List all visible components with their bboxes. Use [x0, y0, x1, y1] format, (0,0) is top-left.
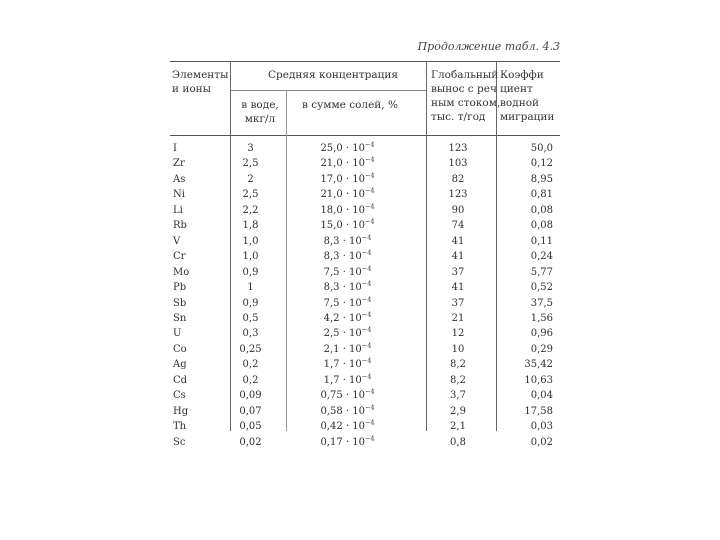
row-element: Pb — [173, 282, 187, 293]
row-migration-coef: 0,11 — [530, 236, 553, 247]
row-water-conc: 0,3 — [242, 328, 259, 339]
row-migration-coef: 0,04 — [530, 390, 553, 401]
row-global-runoff: 21 — [451, 313, 465, 324]
row-migration-coef: 5,77 — [530, 267, 553, 278]
row-global-runoff: 2,1 — [450, 421, 466, 432]
row-water-conc: 0,09 — [239, 390, 262, 401]
row-salt-conc — [290, 405, 405, 419]
row-element: V — [173, 236, 181, 247]
row-water-conc: 2,5 — [242, 158, 259, 169]
header-global-line2: вынос с реч — [431, 83, 497, 95]
header-elements-line2: и ионы — [172, 83, 212, 95]
header-global — [431, 68, 500, 124]
col-divider-3 — [426, 61, 427, 431]
row-migration-coef: 0,08 — [530, 205, 553, 216]
salt-conc-mantissa: 21,0 · 10 — [320, 158, 365, 169]
row-global-runoff: 8,2 — [450, 359, 466, 370]
row-water-conc: 3 — [247, 143, 254, 154]
top-rule — [170, 61, 560, 62]
row-global-runoff: 8,2 — [450, 375, 466, 386]
row-element: Rb — [173, 220, 187, 231]
header-in-water — [238, 98, 282, 126]
salt-conc-exponent: −4 — [364, 202, 375, 211]
salt-conc-exponent: −4 — [361, 279, 372, 288]
header-in-water-line1: в воде, — [241, 99, 279, 111]
row-salt-conc — [290, 358, 405, 372]
salt-conc-mantissa: 18,0 · 10 — [320, 205, 365, 216]
salt-conc-exponent: −4 — [361, 341, 372, 350]
row-element: As — [173, 174, 186, 185]
row-migration-coef: 0,24 — [530, 251, 553, 262]
row-salt-conc — [290, 173, 405, 187]
header-elements-line1: Элементы — [172, 69, 229, 81]
row-global-runoff: 41 — [451, 282, 465, 293]
row-migration-coef: 0,08 — [530, 220, 553, 231]
row-salt-conc — [290, 297, 405, 311]
header-coef-line3: водной — [500, 97, 540, 109]
row-element: Zr — [173, 158, 185, 169]
salt-conc-exponent: −4 — [364, 171, 375, 180]
row-water-conc: 2,5 — [242, 189, 259, 200]
salt-conc-exponent: −4 — [361, 372, 372, 381]
row-migration-coef: 8,95 — [530, 174, 553, 185]
row-water-conc: 1 — [247, 282, 254, 293]
row-water-conc: 0,9 — [242, 267, 259, 278]
row-migration-coef: 17,58 — [524, 406, 553, 417]
col-divider-2 — [286, 90, 287, 431]
header-global-line4: тыс. т/год — [431, 111, 486, 123]
row-migration-coef: 10,63 — [524, 375, 553, 386]
salt-conc-exponent: −4 — [361, 295, 372, 304]
row-water-conc: 0,5 — [242, 313, 259, 324]
row-salt-conc — [290, 204, 405, 218]
salt-conc-exponent: −4 — [364, 186, 375, 195]
row-element: Cr — [173, 251, 186, 262]
row-salt-conc — [290, 266, 405, 280]
row-salt-conc — [290, 389, 405, 403]
salt-conc-exponent: −4 — [364, 217, 375, 226]
row-water-conc: 0,9 — [242, 298, 259, 309]
salt-conc-exponent: −4 — [364, 155, 375, 164]
row-element: Sb — [173, 298, 187, 309]
row-salt-conc — [290, 188, 405, 202]
row-salt-conc — [290, 281, 405, 295]
row-migration-coef: 0,52 — [530, 282, 553, 293]
salt-conc-mantissa: 2,1 · 10 — [323, 344, 362, 355]
row-water-conc: 0,02 — [239, 437, 262, 448]
salt-conc-mantissa: 0,58 · 10 — [320, 406, 365, 417]
row-salt-conc — [290, 250, 405, 264]
salt-conc-mantissa: 8,3 · 10 — [323, 236, 362, 247]
salt-conc-exponent: −4 — [361, 264, 372, 273]
row-element: Ni — [173, 189, 185, 200]
row-global-runoff: 37 — [451, 267, 465, 278]
row-water-conc: 0,07 — [239, 406, 262, 417]
row-water-conc: 0,2 — [242, 359, 259, 370]
row-water-conc: 1,0 — [242, 236, 259, 247]
row-salt-conc — [290, 219, 405, 233]
salt-conc-mantissa: 17,0 · 10 — [320, 174, 365, 185]
row-salt-conc — [290, 142, 405, 156]
row-migration-coef: 0,12 — [530, 158, 553, 169]
row-global-runoff: 2,9 — [450, 406, 466, 417]
subheader-rule — [230, 90, 426, 91]
row-salt-conc — [290, 235, 405, 249]
salt-conc-mantissa: 4,2 · 10 — [323, 313, 362, 324]
row-water-conc: 1,8 — [242, 220, 259, 231]
row-element: Th — [173, 421, 187, 432]
row-salt-conc — [290, 312, 405, 326]
row-element: U — [173, 328, 182, 339]
salt-conc-exponent: −4 — [361, 248, 372, 257]
row-migration-coef: 0,29 — [530, 344, 553, 355]
row-salt-conc — [290, 343, 405, 357]
row-salt-conc — [290, 157, 405, 171]
salt-conc-mantissa: 0,42 · 10 — [320, 421, 365, 432]
row-migration-coef: 1,56 — [530, 313, 553, 324]
row-element: Sc — [173, 437, 186, 448]
row-global-runoff: 41 — [451, 251, 465, 262]
row-element: Co — [173, 344, 187, 355]
salt-conc-mantissa: 0,17 · 10 — [320, 437, 365, 448]
salt-conc-mantissa: 1,7 · 10 — [323, 375, 362, 386]
salt-conc-mantissa: 7,5 · 10 — [323, 267, 362, 278]
row-migration-coef: 37,5 — [530, 298, 553, 309]
header-avg-conc: Средняя концентрация — [268, 69, 399, 81]
row-global-runoff: 82 — [451, 174, 465, 185]
row-migration-coef: 0,96 — [530, 328, 553, 339]
header-bottom-rule — [170, 135, 560, 136]
header-coef — [500, 68, 554, 124]
salt-conc-mantissa: 1,7 · 10 — [323, 359, 362, 370]
row-element: Hg — [173, 406, 189, 417]
row-migration-coef: 35,42 — [524, 359, 553, 370]
header-coef-line2: циент — [500, 83, 533, 95]
row-global-runoff: 123 — [448, 143, 468, 154]
row-salt-conc — [290, 374, 405, 388]
salt-conc-exponent: −4 — [364, 140, 375, 149]
salt-conc-exponent: −4 — [364, 387, 375, 396]
salt-conc-exponent: −4 — [364, 418, 375, 427]
row-element: Cd — [173, 375, 188, 386]
row-element: Ag — [173, 359, 187, 370]
salt-conc-exponent: −4 — [361, 356, 372, 365]
row-migration-coef: 0,02 — [530, 437, 553, 448]
row-migration-coef: 0,03 — [530, 421, 553, 432]
salt-conc-mantissa: 25,0 · 10 — [320, 143, 365, 154]
row-global-runoff: 74 — [451, 220, 465, 231]
header-global-line1: Глобальный — [431, 69, 499, 81]
row-water-conc: 0,25 — [239, 344, 262, 355]
row-global-runoff: 10 — [451, 344, 465, 355]
header-in-water-line2: мкг/л — [244, 113, 276, 125]
salt-conc-mantissa: 21,0 · 10 — [320, 189, 365, 200]
salt-conc-mantissa: 8,3 · 10 — [323, 251, 362, 262]
row-global-runoff: 37 — [451, 298, 465, 309]
row-water-conc: 2 — [247, 174, 254, 185]
row-element: Sn — [173, 313, 187, 324]
salt-conc-exponent: −4 — [361, 325, 372, 334]
header-global-line3: ным стоком, — [431, 97, 501, 109]
salt-conc-exponent: −4 — [364, 403, 375, 412]
row-salt-conc — [290, 327, 405, 341]
row-element: I — [173, 143, 177, 154]
row-global-runoff: 12 — [451, 328, 465, 339]
row-element: Li — [173, 205, 183, 216]
row-element: Cs — [173, 390, 186, 401]
row-migration-coef: 0,81 — [530, 189, 553, 200]
row-element: Mo — [173, 267, 190, 278]
salt-conc-exponent: −4 — [361, 233, 372, 242]
header-coef-line1: Коэффи — [500, 69, 544, 81]
header-coef-line4: миграции — [500, 111, 555, 123]
row-global-runoff: 41 — [451, 236, 465, 247]
salt-conc-exponent: −4 — [361, 310, 372, 319]
salt-conc-mantissa: 7,5 · 10 — [323, 298, 362, 309]
header-in-salts: в сумме солей, % — [302, 99, 398, 111]
row-water-conc: 0,2 — [242, 375, 259, 386]
salt-conc-mantissa: 15,0 · 10 — [320, 220, 365, 231]
row-water-conc: 2,2 — [242, 205, 259, 216]
salt-conc-mantissa: 8,3 · 10 — [323, 282, 362, 293]
row-global-runoff: 103 — [448, 158, 468, 169]
row-global-runoff: 0,8 — [450, 437, 466, 448]
salt-conc-mantissa: 0,75 · 10 — [320, 390, 365, 401]
salt-conc-exponent: −4 — [364, 434, 375, 443]
table-caption: Продолжение табл. 4.3 — [417, 40, 560, 53]
row-salt-conc — [290, 436, 405, 450]
row-salt-conc — [290, 420, 405, 434]
salt-conc-mantissa: 2,5 · 10 — [323, 328, 362, 339]
row-migration-coef: 50,0 — [530, 143, 553, 154]
header-elements — [172, 68, 228, 96]
row-water-conc: 0,05 — [239, 421, 262, 432]
row-global-runoff: 3,7 — [450, 390, 466, 401]
row-global-runoff: 123 — [448, 189, 468, 200]
row-water-conc: 1,0 — [242, 251, 259, 262]
row-global-runoff: 90 — [451, 205, 465, 216]
